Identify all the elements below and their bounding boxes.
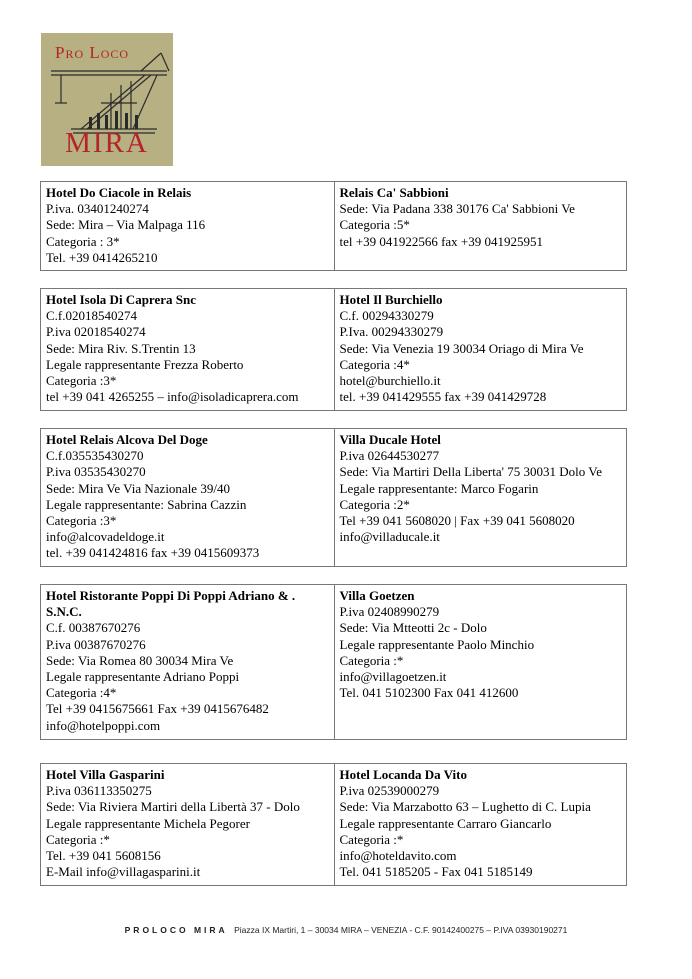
hotel-detail: info@alcovadeldoge.it (46, 529, 165, 545)
hotel-detail: P.iva 02408990279 (339, 604, 440, 620)
logo-line1: Pro Loco (55, 43, 130, 62)
hotel-detail: Legale rappresentante: Sabrina Cazzin (46, 496, 247, 512)
hotel-detail: Categoria :4* (46, 685, 117, 701)
footer-address: Piazza IX Martiri, 1 – 30034 MIRA – VENEZIA - C.F. 90142400275 – P.IVA 03930190271 (234, 925, 568, 935)
hotel-detail: Sede: Via Padana 338 30176 Ca' Sabbioni Ve (339, 201, 575, 217)
hotel-detail: Sede: Mira Riv. S.Trentin 13 (46, 340, 196, 356)
proloco-logo (41, 33, 173, 166)
hotel-card (41, 764, 334, 885)
hotel-detail: info@hotelpoppi.com (46, 717, 161, 733)
hotel-detail: Legale rappresentante: Marco Fogarin (339, 480, 539, 496)
hotel-detail: info@villaducale.it (339, 529, 440, 545)
hotel-detail: Sede: Via Martiri Della Liberta' 75 30031 Dolo Ve (339, 464, 602, 480)
hotel-name: Hotel Do Ciacole in Relais (46, 185, 192, 200)
hotel-card (334, 764, 627, 885)
hotel-detail: Tel. 041 5185205 - Fax 041 5185149 (339, 864, 533, 880)
hotel-card (334, 585, 627, 739)
hotel-detail: Categoria :3* (46, 373, 117, 389)
hotel-detail: Categoria :5* (339, 217, 410, 233)
hotel-card (41, 429, 334, 566)
hotel-name: Hotel Locanda Da Vito (339, 767, 467, 782)
hotel-detail: E-Mail info@villagasparini.it (46, 864, 201, 880)
hotel-name: Hotel Ristorante Poppi Di Poppi Adriano & . S.N.C. (46, 588, 296, 620)
hotel-name: Villa Goetzen (339, 588, 415, 603)
hotel-detail: Sede: Via Marzabotto 63 – Lughetto di C. Lupia (339, 799, 591, 815)
hotel-detail: tel. +39 041424816 fax +39 0415609373 (46, 545, 260, 561)
hotel-detail: C.f. 00387670276 (46, 620, 141, 636)
hotel-card (41, 289, 334, 410)
hotel-detail: P.iva 02644530277 (339, 448, 440, 464)
hotel-detail: info@villagoetzen.it (339, 669, 447, 685)
hotel-name: Relais Ca' Sabbioni (339, 185, 449, 200)
hotel-row-4 (40, 584, 627, 740)
hotel-detail: Tel. 041 5102300 Fax 041 412600 (339, 685, 519, 701)
hotel-detail: P.iva 02539000279 (339, 783, 440, 799)
hotel-detail: Categoria :2* (339, 496, 410, 512)
hotel-detail: Legale rappresentante Michela Pegorer (46, 815, 250, 831)
hotel-detail: Categoria :* (339, 831, 404, 847)
hotel-row-5 (40, 763, 627, 886)
hotel-detail: Categoria :* (339, 652, 404, 668)
hotel-detail: tel. +39 041429555 fax +39 041429728 (339, 389, 547, 405)
page-footer (0, 925, 692, 935)
hotel-card (41, 585, 334, 739)
hotel-detail: Sede: Via Romea 80 30034 Mira Ve (46, 652, 234, 668)
hotel-name: Villa Ducale Hotel (339, 432, 441, 447)
hotel-row-1 (40, 181, 627, 271)
hotel-card (334, 289, 627, 410)
hotel-detail: Sede: Via Venezia 19 30034 Oriago di Mira Ve (339, 340, 584, 356)
hotel-detail: tel +39 041 4265255 – info@isoladicaprera.com (46, 389, 299, 405)
hotel-detail: P.iva 036113350275 (46, 783, 152, 799)
hotel-card (334, 182, 627, 270)
hotel-name: Hotel Relais Alcova Del Doge (46, 432, 208, 447)
hotel-detail: C.f.035535430270 (46, 448, 144, 464)
hotel-detail: tel +39 041922566 fax +39 041925951 (339, 233, 544, 249)
hotel-name: Hotel Isola Di Caprera Snc (46, 292, 196, 307)
hotel-detail: P.iva 02018540274 (46, 324, 146, 340)
hotel-detail: P.iva 03535430270 (46, 464, 146, 480)
hotel-card (334, 429, 627, 566)
hotel-row-3 (40, 428, 627, 567)
hotel-detail: Categoria :4* (339, 356, 410, 372)
hotel-card (41, 182, 334, 270)
logo-line2: MIRA (65, 127, 149, 159)
hotel-detail: Legale rappresentante Carraro Giancarlo (339, 815, 552, 831)
hotel-detail: Legale rappresentante Frezza Roberto (46, 356, 244, 372)
hotel-detail: Legale rappresentante Paolo Minchio (339, 636, 535, 652)
hotel-name: Hotel Il Burchiello (339, 292, 443, 307)
hotel-detail: Tel +39 041 5608020 | Fax +39 041 5608020 (339, 513, 575, 529)
footer-brand: PROLOCO MIRA (124, 925, 228, 935)
hotel-detail: Legale rappresentante Adriano Poppi (46, 669, 240, 685)
hotel-detail: C.f.02018540274 (46, 308, 137, 324)
hotel-detail: hotel@burchiello.it (339, 373, 441, 389)
hotel-row-2 (40, 288, 627, 411)
hotel-detail: info@hoteldavito.com (339, 848, 457, 864)
hotel-detail: Tel. +39 0414265210 (46, 249, 158, 265)
hotel-detail: Sede: Mira Ve Via Nazionale 39/40 (46, 480, 230, 496)
hotel-detail: P.iva 00387670276 (46, 636, 146, 652)
hotel-detail: Tel +39 0415675661 Fax +39 0415676482 (46, 701, 269, 717)
hotel-detail: P.iva. 03401240274 (46, 201, 149, 217)
hotel-detail: P.Iva. 00294330279 (339, 324, 444, 340)
hotel-detail: Categoria :* (46, 831, 110, 847)
hotel-detail: Categoria : 3* (46, 233, 120, 249)
hotel-detail: Categoria :3* (46, 513, 117, 529)
hotel-detail: Tel. +39 041 5608156 (46, 848, 161, 864)
hotel-detail: C.f. 00294330279 (339, 308, 434, 324)
hotel-detail: Sede: Mira – Via Malpaga 116 (46, 217, 206, 233)
hotel-detail: Sede: Via Riviera Martiri della Libertà 37 - Dolo (46, 799, 300, 815)
hotel-detail: Sede: Via Mtteotti 2c - Dolo (339, 620, 487, 636)
hotel-name: Hotel Villa Gasparini (46, 767, 165, 782)
